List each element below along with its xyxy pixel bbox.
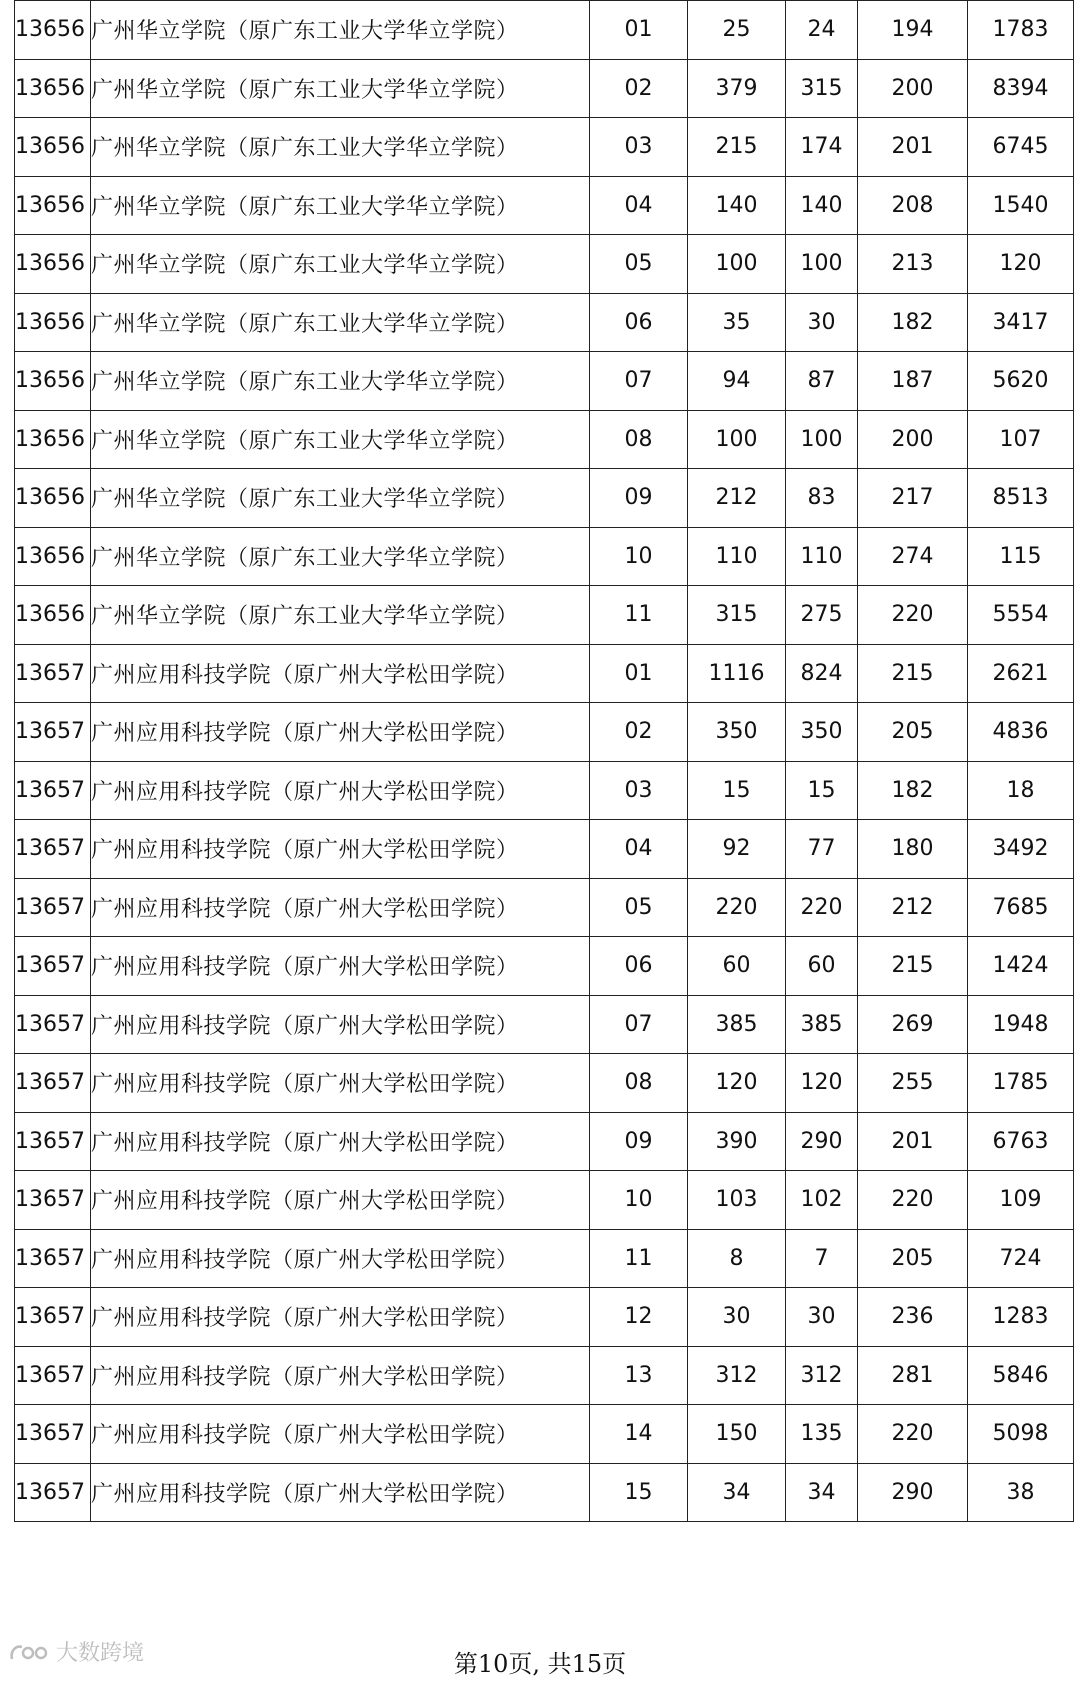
- admitted-count-cell: 385: [786, 995, 858, 1054]
- admitted-count-cell: 15: [786, 761, 858, 820]
- school-name-cell: 广州应用科技学院（原广州大学松田学院）: [91, 1346, 590, 1405]
- admitted-count-cell: 77: [786, 820, 858, 879]
- admitted-count-cell: 135: [786, 1405, 858, 1464]
- min-rank-cell: 6745: [968, 118, 1074, 177]
- admitted-count-cell: 100: [786, 410, 858, 469]
- min-score-cell: 201: [858, 118, 968, 177]
- admitted-count-cell: 30: [786, 1288, 858, 1347]
- school-name-cell: 广州应用科技学院（原广州大学松田学院）: [91, 1405, 590, 1464]
- min-score-cell: 194: [858, 1, 968, 60]
- min-score-cell: 212: [858, 878, 968, 937]
- min-rank-cell: 5846: [968, 1346, 1074, 1405]
- school-code-cell: 13656: [15, 586, 91, 645]
- min-score-cell: 182: [858, 761, 968, 820]
- school-code-cell: 13656: [15, 59, 91, 118]
- min-rank-cell: 8394: [968, 59, 1074, 118]
- plan-count-cell: 350: [688, 703, 786, 762]
- school-name-cell: 广州华立学院（原广东工业大学华立学院）: [91, 527, 590, 586]
- group-number-cell: 05: [590, 878, 688, 937]
- group-number-cell: 08: [590, 410, 688, 469]
- min-score-cell: 208: [858, 176, 968, 235]
- table-row: [15, 1405, 1074, 1464]
- page-number-footer: 第10页, 共15页: [453, 1650, 627, 1678]
- min-rank-cell: 5620: [968, 352, 1074, 411]
- plan-count-cell: 212: [688, 469, 786, 528]
- school-code-cell: 13656: [15, 527, 91, 586]
- school-name-cell: 广州应用科技学院（原广州大学松田学院）: [91, 937, 590, 996]
- school-code-cell: 13656: [15, 293, 91, 352]
- school-name-cell: 广州应用科技学院（原广州大学松田学院）: [91, 1112, 590, 1171]
- admitted-count-cell: 315: [786, 59, 858, 118]
- school-name-cell: 广州应用科技学院（原广州大学松田学院）: [91, 995, 590, 1054]
- plan-count-cell: 110: [688, 527, 786, 586]
- min-rank-cell: 1424: [968, 937, 1074, 996]
- table-row: [15, 995, 1074, 1054]
- school-code-cell: 13657: [15, 995, 91, 1054]
- admitted-count-cell: 24: [786, 1, 858, 60]
- admitted-count-cell: 290: [786, 1112, 858, 1171]
- school-code-cell: 13657: [15, 761, 91, 820]
- admission-score-table: [14, 0, 1074, 1522]
- plan-count-cell: 312: [688, 1346, 786, 1405]
- min-score-cell: 180: [858, 820, 968, 879]
- group-number-cell: 13: [590, 1346, 688, 1405]
- table-row: [15, 644, 1074, 703]
- table-row: [15, 293, 1074, 352]
- admitted-count-cell: 60: [786, 937, 858, 996]
- admitted-count-cell: 7: [786, 1229, 858, 1288]
- table-body: [15, 1, 1074, 1522]
- min-rank-cell: 1783: [968, 1, 1074, 60]
- plan-count-cell: 60: [688, 937, 786, 996]
- admitted-count-cell: 34: [786, 1463, 858, 1522]
- min-score-cell: 269: [858, 995, 968, 1054]
- school-name-cell: 广州华立学院（原广东工业大学华立学院）: [91, 293, 590, 352]
- min-rank-cell: 120: [968, 235, 1074, 294]
- school-code-cell: 13656: [15, 352, 91, 411]
- school-code-cell: 13657: [15, 937, 91, 996]
- group-number-cell: 04: [590, 176, 688, 235]
- school-name-cell: 广州应用科技学院（原广州大学松田学院）: [91, 1171, 590, 1230]
- min-score-cell: 220: [858, 586, 968, 645]
- table-row: [15, 118, 1074, 177]
- group-number-cell: 02: [590, 59, 688, 118]
- group-number-cell: 01: [590, 644, 688, 703]
- school-name-cell: 广州华立学院（原广东工业大学华立学院）: [91, 469, 590, 528]
- table-row: [15, 410, 1074, 469]
- plan-count-cell: 25: [688, 1, 786, 60]
- admitted-count-cell: 83: [786, 469, 858, 528]
- min-rank-cell: 1540: [968, 176, 1074, 235]
- table-row: [15, 1288, 1074, 1347]
- group-number-cell: 14: [590, 1405, 688, 1464]
- table-row: [15, 761, 1074, 820]
- group-number-cell: 04: [590, 820, 688, 879]
- school-name-cell: 广州应用科技学院（原广州大学松田学院）: [91, 1288, 590, 1347]
- admitted-count-cell: 140: [786, 176, 858, 235]
- table-row: [15, 176, 1074, 235]
- school-name-cell: 广州应用科技学院（原广州大学松田学院）: [91, 761, 590, 820]
- plan-count-cell: 30: [688, 1288, 786, 1347]
- school-code-cell: 13657: [15, 1054, 91, 1113]
- plan-count-cell: 103: [688, 1171, 786, 1230]
- admitted-count-cell: 30: [786, 293, 858, 352]
- min-score-cell: 213: [858, 235, 968, 294]
- min-rank-cell: 107: [968, 410, 1074, 469]
- min-score-cell: 217: [858, 469, 968, 528]
- plan-count-cell: 34: [688, 1463, 786, 1522]
- school-name-cell: 广州应用科技学院（原广州大学松田学院）: [91, 1463, 590, 1522]
- admitted-count-cell: 824: [786, 644, 858, 703]
- school-name-cell: 广州华立学院（原广东工业大学华立学院）: [91, 118, 590, 177]
- min-score-cell: 215: [858, 937, 968, 996]
- admitted-count-cell: 275: [786, 586, 858, 645]
- plan-count-cell: 15: [688, 761, 786, 820]
- plan-count-cell: 94: [688, 352, 786, 411]
- table-row: [15, 1229, 1074, 1288]
- admission-table-container: [14, 0, 1067, 1522]
- min-rank-cell: 7685: [968, 878, 1074, 937]
- school-code-cell: 13656: [15, 235, 91, 294]
- min-score-cell: 281: [858, 1346, 968, 1405]
- group-number-cell: 15: [590, 1463, 688, 1522]
- plan-count-cell: 379: [688, 59, 786, 118]
- min-score-cell: 215: [858, 644, 968, 703]
- school-code-cell: 13656: [15, 118, 91, 177]
- plan-count-cell: 315: [688, 586, 786, 645]
- min-score-cell: 236: [858, 1288, 968, 1347]
- group-number-cell: 07: [590, 995, 688, 1054]
- table-row: [15, 1, 1074, 60]
- min-rank-cell: 3492: [968, 820, 1074, 879]
- admitted-count-cell: 87: [786, 352, 858, 411]
- group-number-cell: 03: [590, 118, 688, 177]
- admitted-count-cell: 174: [786, 118, 858, 177]
- group-number-cell: 10: [590, 1171, 688, 1230]
- table-row: [15, 703, 1074, 762]
- group-number-cell: 07: [590, 352, 688, 411]
- group-number-cell: 10: [590, 527, 688, 586]
- min-rank-cell: 109: [968, 1171, 1074, 1230]
- min-score-cell: 274: [858, 527, 968, 586]
- watermark-text: 大数跨境: [56, 1641, 145, 1666]
- admitted-count-cell: 312: [786, 1346, 858, 1405]
- school-name-cell: 广州华立学院（原广东工业大学华立学院）: [91, 1, 590, 60]
- table-row: [15, 235, 1074, 294]
- table-row: [15, 1171, 1074, 1230]
- school-code-cell: 13657: [15, 820, 91, 879]
- table-row: [15, 820, 1074, 879]
- min-score-cell: 205: [858, 703, 968, 762]
- table-row: [15, 469, 1074, 528]
- min-rank-cell: 724: [968, 1229, 1074, 1288]
- min-rank-cell: 2621: [968, 644, 1074, 703]
- school-code-cell: 13656: [15, 176, 91, 235]
- school-name-cell: 广州应用科技学院（原广州大学松田学院）: [91, 1229, 590, 1288]
- table-row: [15, 1346, 1074, 1405]
- table-row: [15, 1112, 1074, 1171]
- admitted-count-cell: 220: [786, 878, 858, 937]
- school-name-cell: 广州应用科技学院（原广州大学松田学院）: [91, 820, 590, 879]
- table-row: [15, 1463, 1074, 1522]
- school-name-cell: 广州华立学院（原广东工业大学华立学院）: [91, 586, 590, 645]
- group-number-cell: 05: [590, 235, 688, 294]
- school-code-cell: 13657: [15, 1171, 91, 1230]
- table-row: [15, 59, 1074, 118]
- school-code-cell: 13656: [15, 410, 91, 469]
- table-row: [15, 527, 1074, 586]
- group-number-cell: 11: [590, 1229, 688, 1288]
- admitted-count-cell: 102: [786, 1171, 858, 1230]
- min-score-cell: 205: [858, 1229, 968, 1288]
- school-code-cell: 13657: [15, 1346, 91, 1405]
- min-rank-cell: 3417: [968, 293, 1074, 352]
- school-code-cell: 13657: [15, 1405, 91, 1464]
- school-code-cell: 13656: [15, 469, 91, 528]
- min-rank-cell: 1283: [968, 1288, 1074, 1347]
- plan-count-cell: 150: [688, 1405, 786, 1464]
- min-score-cell: 255: [858, 1054, 968, 1113]
- min-rank-cell: 5098: [968, 1405, 1074, 1464]
- plan-count-cell: 220: [688, 878, 786, 937]
- plan-count-cell: 100: [688, 235, 786, 294]
- school-name-cell: 广州应用科技学院（原广州大学松田学院）: [91, 878, 590, 937]
- plan-count-cell: 385: [688, 995, 786, 1054]
- table-row: [15, 586, 1074, 645]
- min-rank-cell: 6763: [968, 1112, 1074, 1171]
- school-code-cell: 13657: [15, 878, 91, 937]
- min-score-cell: 290: [858, 1463, 968, 1522]
- group-number-cell: 06: [590, 293, 688, 352]
- plan-count-cell: 100: [688, 410, 786, 469]
- group-number-cell: 12: [590, 1288, 688, 1347]
- plan-count-cell: 92: [688, 820, 786, 879]
- school-code-cell: 13657: [15, 1288, 91, 1347]
- school-name-cell: 广州应用科技学院（原广州大学松田学院）: [91, 644, 590, 703]
- admitted-count-cell: 120: [786, 1054, 858, 1113]
- min-score-cell: 200: [858, 410, 968, 469]
- plan-count-cell: 1116: [688, 644, 786, 703]
- school-name-cell: 广州华立学院（原广东工业大学华立学院）: [91, 410, 590, 469]
- group-number-cell: 06: [590, 937, 688, 996]
- table-row: [15, 1054, 1074, 1113]
- group-number-cell: 08: [590, 1054, 688, 1113]
- plan-count-cell: 8: [688, 1229, 786, 1288]
- plan-count-cell: 140: [688, 176, 786, 235]
- school-name-cell: 广州华立学院（原广东工业大学华立学院）: [91, 352, 590, 411]
- min-score-cell: 220: [858, 1171, 968, 1230]
- table-row: [15, 352, 1074, 411]
- admitted-count-cell: 110: [786, 527, 858, 586]
- group-number-cell: 01: [590, 1, 688, 60]
- admitted-count-cell: 100: [786, 235, 858, 294]
- admitted-count-cell: 350: [786, 703, 858, 762]
- school-name-cell: 广州华立学院（原广东工业大学华立学院）: [91, 235, 590, 294]
- group-number-cell: 03: [590, 761, 688, 820]
- plan-count-cell: 215: [688, 118, 786, 177]
- min-score-cell: 200: [858, 59, 968, 118]
- min-rank-cell: 1785: [968, 1054, 1074, 1113]
- min-rank-cell: 1948: [968, 995, 1074, 1054]
- min-rank-cell: 115: [968, 527, 1074, 586]
- min-score-cell: 201: [858, 1112, 968, 1171]
- plan-count-cell: 120: [688, 1054, 786, 1113]
- school-name-cell: 广州应用科技学院（原广州大学松田学院）: [91, 703, 590, 762]
- group-number-cell: 09: [590, 1112, 688, 1171]
- school-name-cell: 广州华立学院（原广东工业大学华立学院）: [91, 59, 590, 118]
- school-code-cell: 13657: [15, 1112, 91, 1171]
- school-code-cell: 13657: [15, 644, 91, 703]
- school-name-cell: 广州应用科技学院（原广州大学松田学院）: [91, 1054, 590, 1113]
- school-code-cell: 13656: [15, 1, 91, 60]
- plan-count-cell: 390: [688, 1112, 786, 1171]
- school-code-cell: 13657: [15, 703, 91, 762]
- min-score-cell: 187: [858, 352, 968, 411]
- school-code-cell: 13657: [15, 1463, 91, 1522]
- group-number-cell: 02: [590, 703, 688, 762]
- plan-count-cell: 35: [688, 293, 786, 352]
- min-score-cell: 182: [858, 293, 968, 352]
- table-row: [15, 937, 1074, 996]
- min-rank-cell: 18: [968, 761, 1074, 820]
- group-number-cell: 09: [590, 469, 688, 528]
- school-code-cell: 13657: [15, 1229, 91, 1288]
- min-rank-cell: 4836: [968, 703, 1074, 762]
- table-row: [15, 878, 1074, 937]
- min-rank-cell: 38: [968, 1463, 1074, 1522]
- school-name-cell: 广州华立学院（原广东工业大学华立学院）: [91, 176, 590, 235]
- min-score-cell: 220: [858, 1405, 968, 1464]
- min-rank-cell: 5554: [968, 586, 1074, 645]
- min-rank-cell: 8513: [968, 469, 1074, 528]
- group-number-cell: 11: [590, 586, 688, 645]
